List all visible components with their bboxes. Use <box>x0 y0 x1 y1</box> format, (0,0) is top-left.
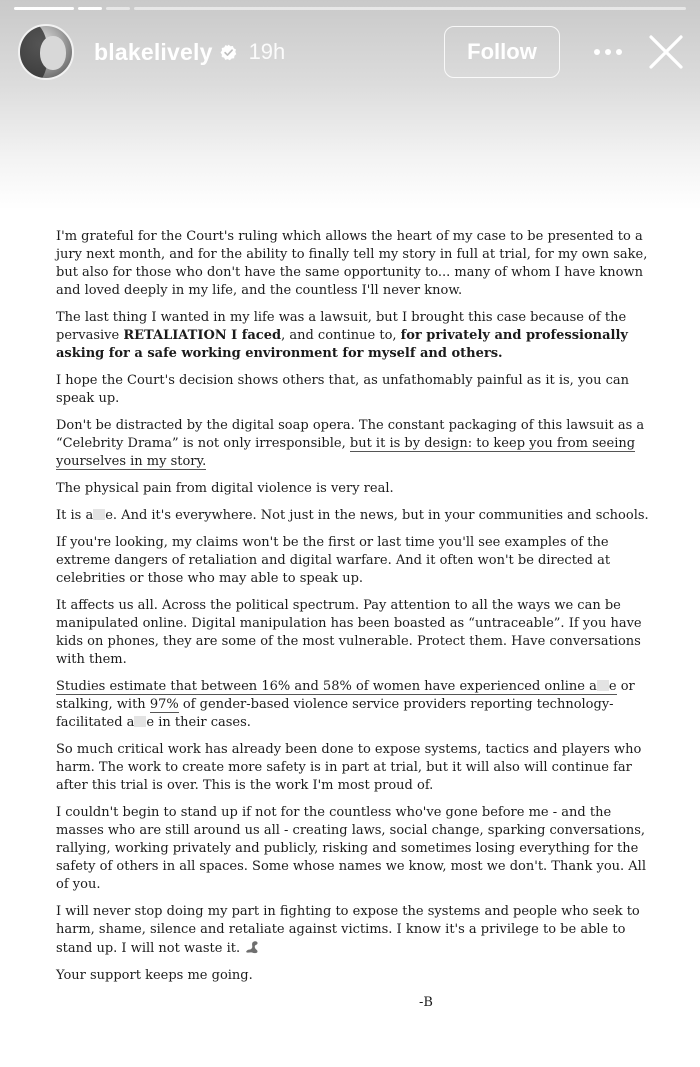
letter-paragraph: I hope the Court's decision shows others that, as unfathomably painful as it is, you can speak up. <box>56 373 630 406</box>
avatar[interactable] <box>18 24 74 80</box>
story-header <box>18 22 684 82</box>
underlined-text: but it is by design: to keep you from seeing yourselves in my story. <box>56 436 636 469</box>
emphasis-text: for privately and professionally asking for a safe working environment for myself and others. <box>56 328 628 361</box>
underlined-text: Studies estimate that between 16% and 58% of women have experienced online a e <box>56 679 617 694</box>
username[interactable]: blakelively <box>94 38 213 65</box>
verified-badge-icon <box>220 44 237 61</box>
letter-paragraph: I couldn't begin to stand up if not for the countless who've gone before me - and the masses who are still around us all - creating laws, social change, sparking conversations, rallying, working privately and publicly, risking and sometimes losing everything for the safety of others in all spaces. Some whose names we know, most we don't. Thank you. All of you. <box>56 805 646 892</box>
redaction-blur <box>597 680 609 691</box>
letter-paragraph: Studies estimate that between 16% and 58% of women have experienced online a e or stalking, with 97% of gender-based violence service providers reporting technology-facilitated a e in their cases. <box>56 679 635 730</box>
story-progress-bar <box>14 7 686 10</box>
progress-segment <box>106 7 130 10</box>
letter-paragraph: The physical pain from digital violence is very real. <box>56 481 394 496</box>
statement-letter <box>56 228 656 1021</box>
letter-paragraph: So much critical work has already been done to expose systems, tactics and players who harm. The work to create more safety is in part at trial, but it will also will continue far after this trial is over. This is the work I'm most proud of. <box>56 742 642 793</box>
letter-paragraph: Your support keeps me going. <box>56 968 253 983</box>
letter-paragraph: I will never stop doing my part in fighting to expose the systems and people who seek to harm, shame, silence and retaliate against victims. I know it's a privilege to be able to stand up. I will not waste it. <box>56 904 640 956</box>
dragon-emoji-icon <box>244 939 260 955</box>
letter-paragraph: Don't be distracted by the digital soap opera. The constant packaging of this lawsuit as a “Celebrity Drama” is not only irresponsible, but it is by design: to keep you from seeing yourselves in my story. <box>56 418 645 469</box>
progress-segment <box>14 7 74 10</box>
emphasis-text: RETALIATION I faced <box>123 328 282 343</box>
follow-button[interactable]: Follow <box>444 26 560 78</box>
post-time: 19h <box>248 39 286 64</box>
redaction-blur <box>93 509 105 520</box>
signature: -B <box>419 995 433 1010</box>
letter-paragraph: The last thing I wanted in my life was a lawsuit, but I brought this case because of the pervasive RETALIATION I faced, and continue to, for privately and professionally asking for a safe working environment for myself and others. <box>56 310 628 361</box>
close-icon[interactable] <box>648 34 684 70</box>
underlined-text: 97% <box>149 697 179 712</box>
progress-segment-active <box>78 7 102 10</box>
letter-paragraph: I'm grateful for the Court's ruling which allows the heart of my case to be presented to a jury next month, and for the ability to finally tell my story in full at trial, for my own sake, but also for those who don't have the same opportunity to... many of whom I have known and loved deeply in my life, and the countless I'll never know. <box>56 229 648 298</box>
progress-segment <box>134 7 686 10</box>
letter-paragraph: It affects us all. Across the political spectrum. Pay attention to all the ways we can be manipulated online. Digital manipulation has been boasted as “untraceable”. If you have kids on phones, they are some of the most vulnerable. Protect them. Have conversations with them. <box>56 598 642 667</box>
letter-paragraph: If you're looking, my claims won't be the first or last time you'll see examples of the extreme dangers of retaliation and digital warfare. And it often won't be directed at celebrities or those who may able to speak up. <box>56 535 611 586</box>
more-options-icon[interactable] <box>594 49 622 55</box>
redaction-blur <box>134 716 146 727</box>
letter-paragraph: It is a e. And it's everywhere. Not just in the news, but in your communities and schools. <box>56 508 649 523</box>
